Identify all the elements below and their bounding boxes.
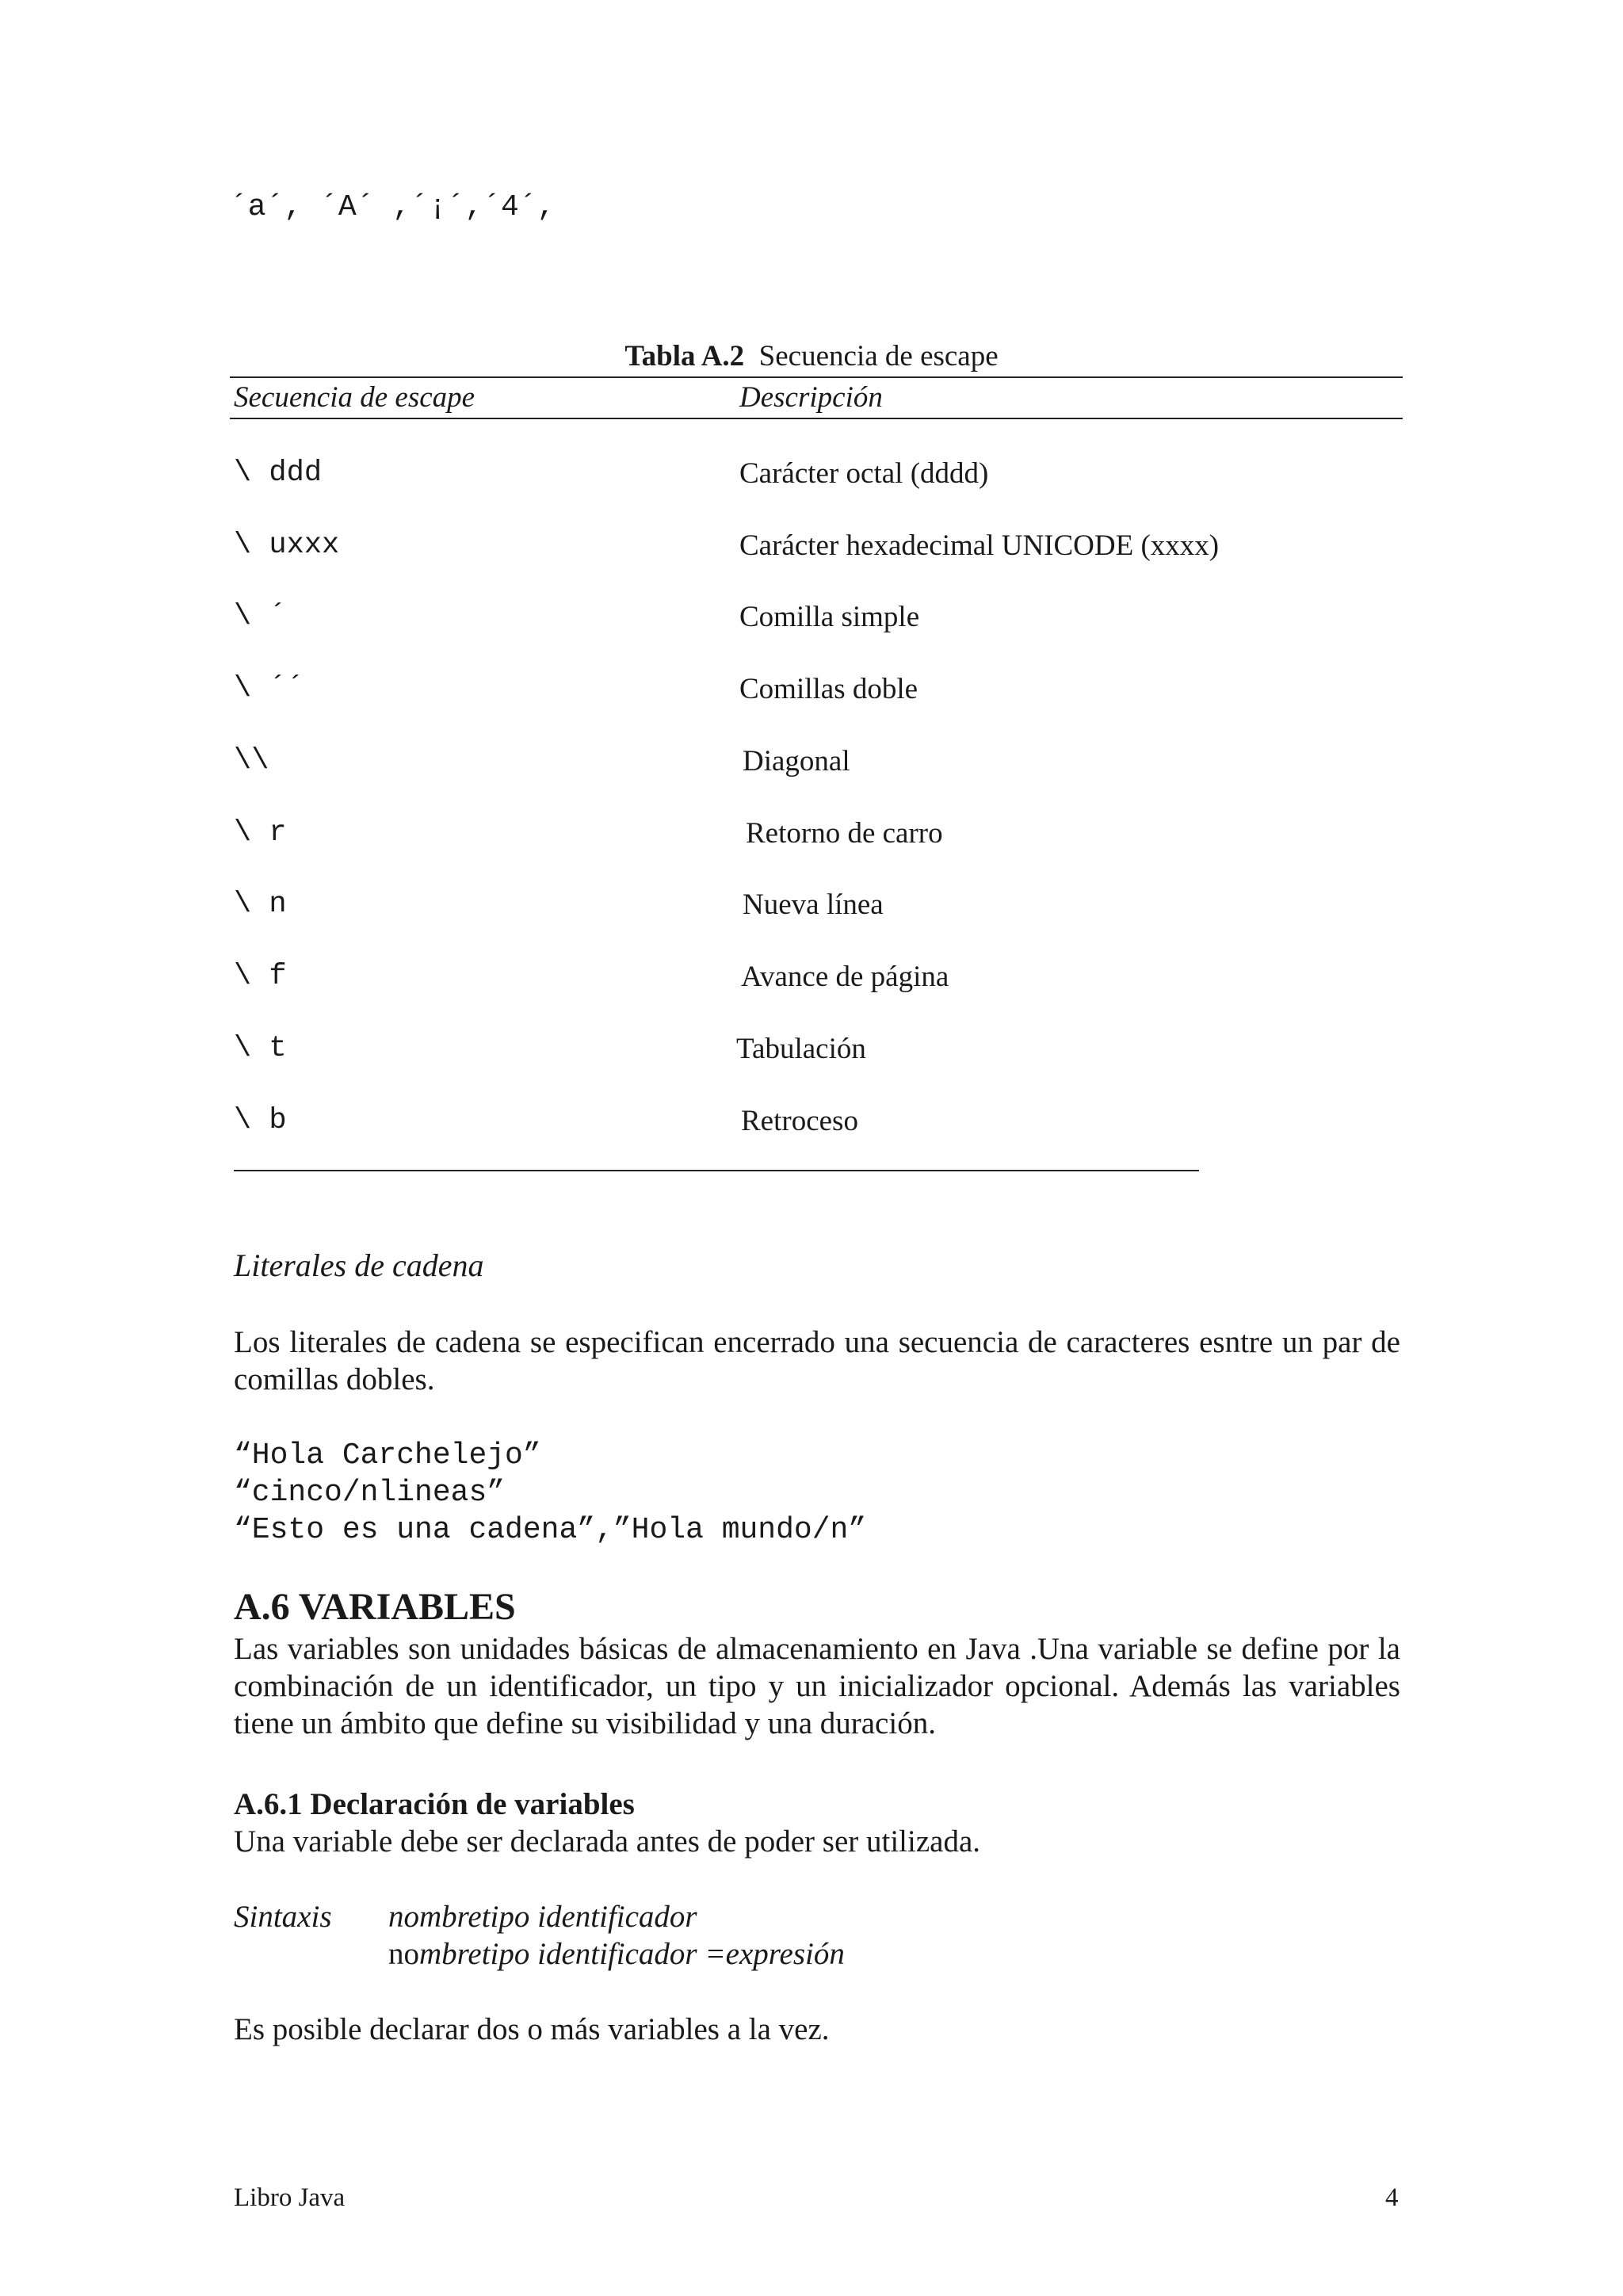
table-row-desc: Diagonal xyxy=(743,745,850,777)
table-header-description: Descripción xyxy=(739,381,883,414)
table-row-desc: Retorno de carro xyxy=(746,817,943,850)
table-row-desc: Retroceso xyxy=(741,1105,858,1137)
table-row-desc: Comilla simple xyxy=(739,601,920,633)
footer-title: Libro Java xyxy=(234,2183,346,2212)
table-row-code: \ f xyxy=(234,960,287,993)
syntax-line-2-italic: mbretipo identificador =expresión xyxy=(419,1937,845,1971)
table-caption xyxy=(0,339,1623,373)
table-row-code: \ t xyxy=(234,1032,287,1065)
string-literals-title: Literales de cadena xyxy=(234,1247,484,1283)
code-line: “Esto es una cadena”,”Hola mundo/n” xyxy=(234,1513,867,1547)
table-row-desc: Comillas doble xyxy=(739,673,918,705)
syntax-line-2-plain: no xyxy=(388,1937,419,1971)
table-row-code: \ b xyxy=(234,1104,287,1137)
table-row-desc: Carácter octal (dddd) xyxy=(739,457,989,490)
table-row-code: \\ xyxy=(234,744,269,777)
variables-paragraph: Las variables son unidades básicas de almacenamiento en Java .Una variable se define por la combinación de un identificador, un tipo y un inicializador opcional. Además las variables tiene un ámbito que define su visibilidad y una duración. xyxy=(234,1632,1400,1740)
table-row-desc: Carácter hexadecimal UNICODE (xxxx) xyxy=(739,529,1220,562)
table-row-code: \ n xyxy=(234,888,287,921)
table-row-code: \ r xyxy=(234,816,287,850)
table-row-desc: Nueva línea xyxy=(743,888,884,921)
table-row-code: \ ´´ xyxy=(234,672,304,705)
table-row-desc: Tabulación xyxy=(736,1033,866,1065)
code-line: “Hola Carchelejo” xyxy=(234,1438,541,1473)
page-number: 4 xyxy=(1385,2183,1399,2212)
table-header-rule xyxy=(230,418,1403,419)
table-bottom-rule xyxy=(234,1170,1199,1171)
table-caption-label: Tabla A.2 xyxy=(624,340,745,372)
char-examples: ´a´, ´A´ ,´¡´,´4´, xyxy=(230,190,556,224)
section-heading: A.6 VARIABLES xyxy=(234,1586,516,1628)
table-header-sequence: Secuencia de escape xyxy=(234,381,475,414)
table-row-desc: Avance de página xyxy=(741,961,949,993)
table-top-rule xyxy=(230,376,1403,378)
table-row-code: \ ´ xyxy=(234,600,287,633)
table-row-code: \ uxxx xyxy=(234,529,340,562)
table-row-code: \ ddd xyxy=(234,457,323,490)
subsection-heading: A.6.1 Declaración de variables xyxy=(234,1787,635,1821)
syntax-line-1: nombretipo identificador xyxy=(388,1900,697,1934)
string-literals-paragraph: Los literales de cadena se especifican encerrado una secuencia de caracteres esntre un par de comillas dobles. xyxy=(234,1325,1400,1396)
syntax-label: Sintaxis xyxy=(234,1900,332,1934)
syntax-line-2 xyxy=(388,1936,845,1972)
code-line: “cinco/nlineas” xyxy=(234,1476,506,1510)
closing-paragraph: Es posible declarar dos o más variables a la vez. xyxy=(234,2012,830,2046)
declaration-paragraph: Una variable debe ser declarada antes de poder ser utilizada. xyxy=(234,1824,981,1859)
table-caption-title: Secuencia de escape xyxy=(758,340,999,372)
